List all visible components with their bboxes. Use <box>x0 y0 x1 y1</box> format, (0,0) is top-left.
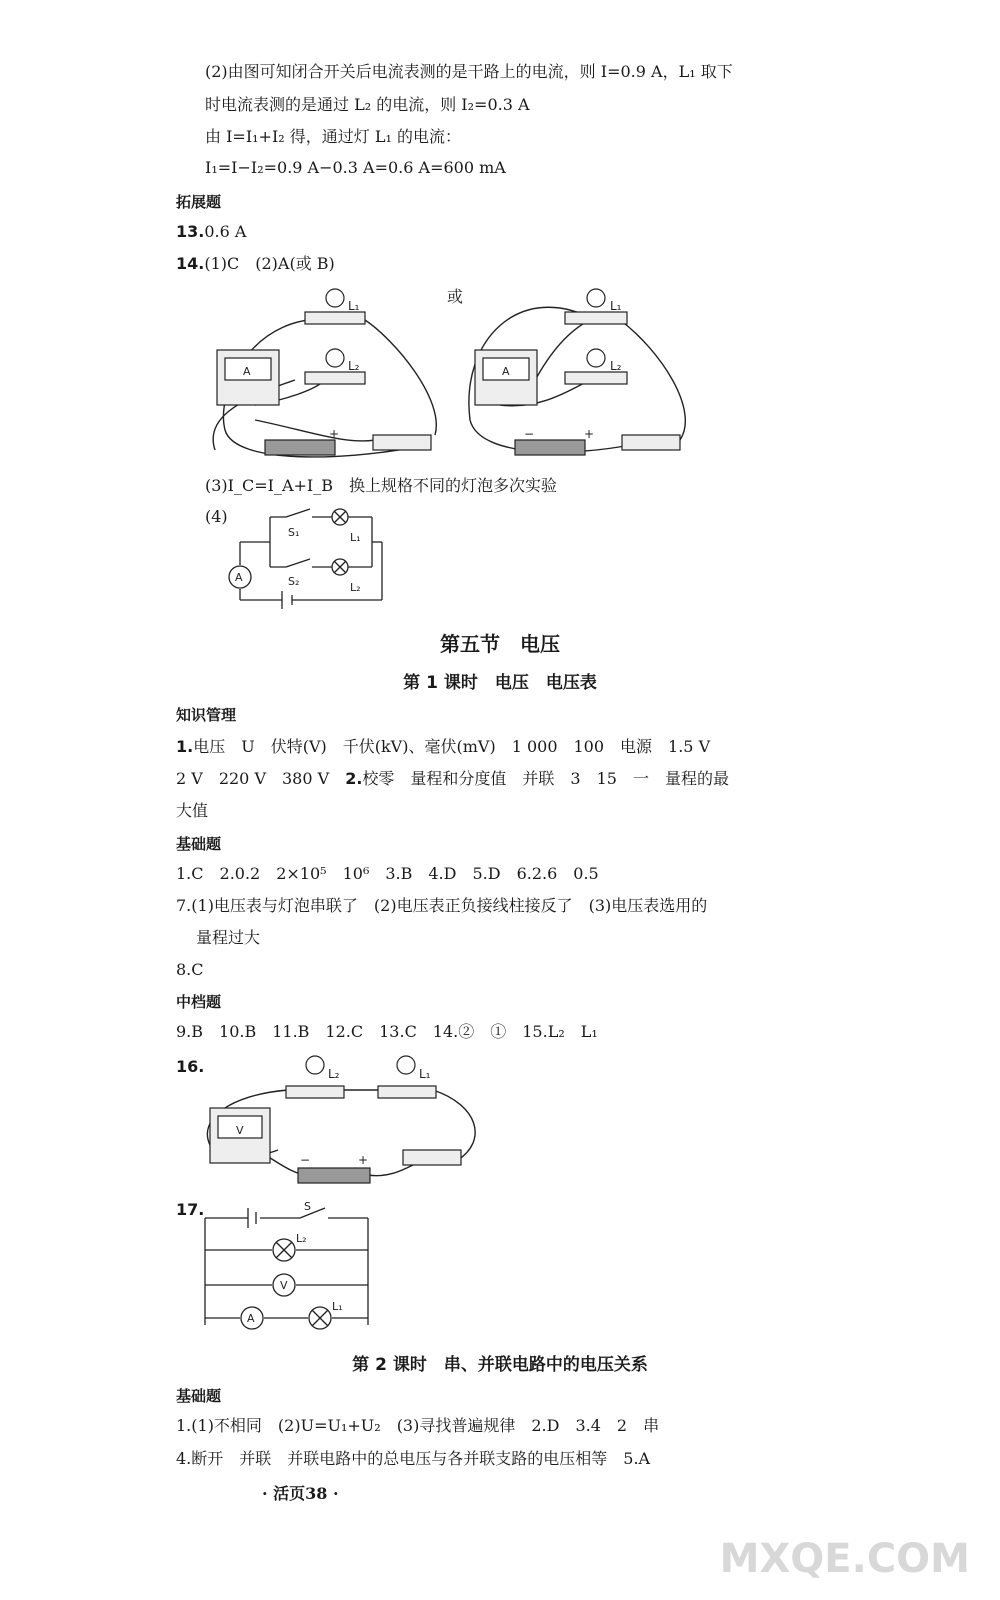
answer-14-4: (4) <box>205 507 228 526</box>
label-A: A <box>243 365 251 378</box>
lesson-title-2: 第 2 课时 串、并联电路中的电压关系 <box>352 1355 648 1375</box>
label-S2: S₂ <box>288 575 300 588</box>
answer-16-num: 16. <box>176 1057 205 1076</box>
page-number: · 活页38 · <box>262 1484 339 1503</box>
text-line: I₁=I−I₂=0.9 A−0.3 A=0.6 A=600 mA <box>205 158 506 177</box>
label-plus: + <box>329 427 340 441</box>
label-L2: L₂ <box>610 359 622 373</box>
heading-zhongdang: 中档题 <box>176 993 222 1011</box>
lesson2-answer-4: 4.断开 并联 并联电路中的总电压与各并联支路的电压相等 5.A <box>176 1449 651 1468</box>
schematic-17 <box>200 1200 375 1335</box>
heading-jichu: 基础题 <box>176 835 222 853</box>
lesson2-answer-1: 1.(1)不相同 (2)U=U₁+U₂ (3)寻找普遍规律 2.D 3.4 2 串 <box>176 1416 660 1435</box>
label-V: V <box>280 1279 288 1292</box>
label-L2: L₂ <box>348 359 360 373</box>
label-S: S <box>304 1200 311 1213</box>
label-minus: − <box>524 427 535 441</box>
label-L1: L₁ <box>332 1300 343 1313</box>
label-A: A <box>235 571 243 584</box>
answers-mid: 9.B 10.B 11.B 12.C 13.C 14.② ① 15.L₂ L₁ <box>176 1022 598 1041</box>
label-L2: L₂ <box>296 1232 307 1245</box>
circuit-diagram-16 <box>198 1050 488 1180</box>
circuit-diagram-14-right <box>460 280 700 470</box>
heading-zhishi: 知识管理 <box>176 706 237 724</box>
label-A: A <box>247 1312 255 1325</box>
label-L2: L₂ <box>328 1067 340 1081</box>
schematic-14-4 <box>222 505 397 615</box>
lesson-title-1: 第 1 课时 电压 电压表 <box>403 673 597 693</box>
text-line: (2)由图可知闭合开关后电流表测的是干路上的电流，则 I=0.9 A，L₁ 取下 <box>205 62 733 81</box>
knowledge-line-1: 1.电压 U 伏特(V) 千伏(kV)、毫伏(mV) 1 000 100 电源 1.5 V <box>176 737 711 756</box>
answers-basic: 1.C 2.0.2 2×10⁵ 10⁶ 3.B 4.D 5.D 6.2.6 0.5 <box>176 864 599 883</box>
answer-8: 8.C <box>176 960 204 979</box>
label-minus: − <box>300 1153 311 1167</box>
or-label: 或 <box>447 287 464 306</box>
text-line: 时电流表测的是通过 L₂ 的电流，则 I₂=0.3 A <box>205 95 530 114</box>
answer-7: 7.(1)电压表与灯泡串联了 (2)电压表正负接线柱接反了 (3)电压表选用的 <box>176 896 708 915</box>
label-V: V <box>236 1124 244 1137</box>
answer-14-3: (3)I_C=I_A+I_B 换上规格不同的灯泡多次实验 <box>205 476 557 495</box>
label-L1: L₁ <box>348 299 360 313</box>
answer-13: 13.0.6 A <box>176 222 247 241</box>
label-plus: + <box>358 1153 369 1167</box>
answer-17-num: 17. <box>176 1200 205 1219</box>
label-plus: + <box>584 427 595 441</box>
knowledge-line-2: 2 V 220 V 380 V 2.校零 量程和分度值 并联 3 15 一 量程的最 <box>176 769 729 788</box>
heading-jichu-2: 基础题 <box>176 1387 222 1405</box>
text-line: 由 I=I₁+I₂ 得，通过灯 L₁ 的电流： <box>205 127 461 146</box>
label-A: A <box>502 365 510 378</box>
answer-14: 14.(1)C (2)A(或 B) <box>176 254 335 273</box>
label-S1: S₁ <box>288 526 300 539</box>
circuit-diagram-14-left <box>195 280 455 470</box>
knowledge-line-3: 大值 <box>176 801 209 820</box>
label-L1: L₁ <box>610 299 622 313</box>
heading-tuozhan: 拓展题 <box>176 193 222 211</box>
answer-7-cont: 量程过大 <box>196 928 261 947</box>
label-L1: L₁ <box>419 1067 431 1081</box>
section-title: 第五节 电压 <box>440 632 560 656</box>
label-L2: L₂ <box>350 581 361 594</box>
watermark: MXQE.COM <box>719 1536 970 1582</box>
label-L1: L₁ <box>350 531 361 544</box>
